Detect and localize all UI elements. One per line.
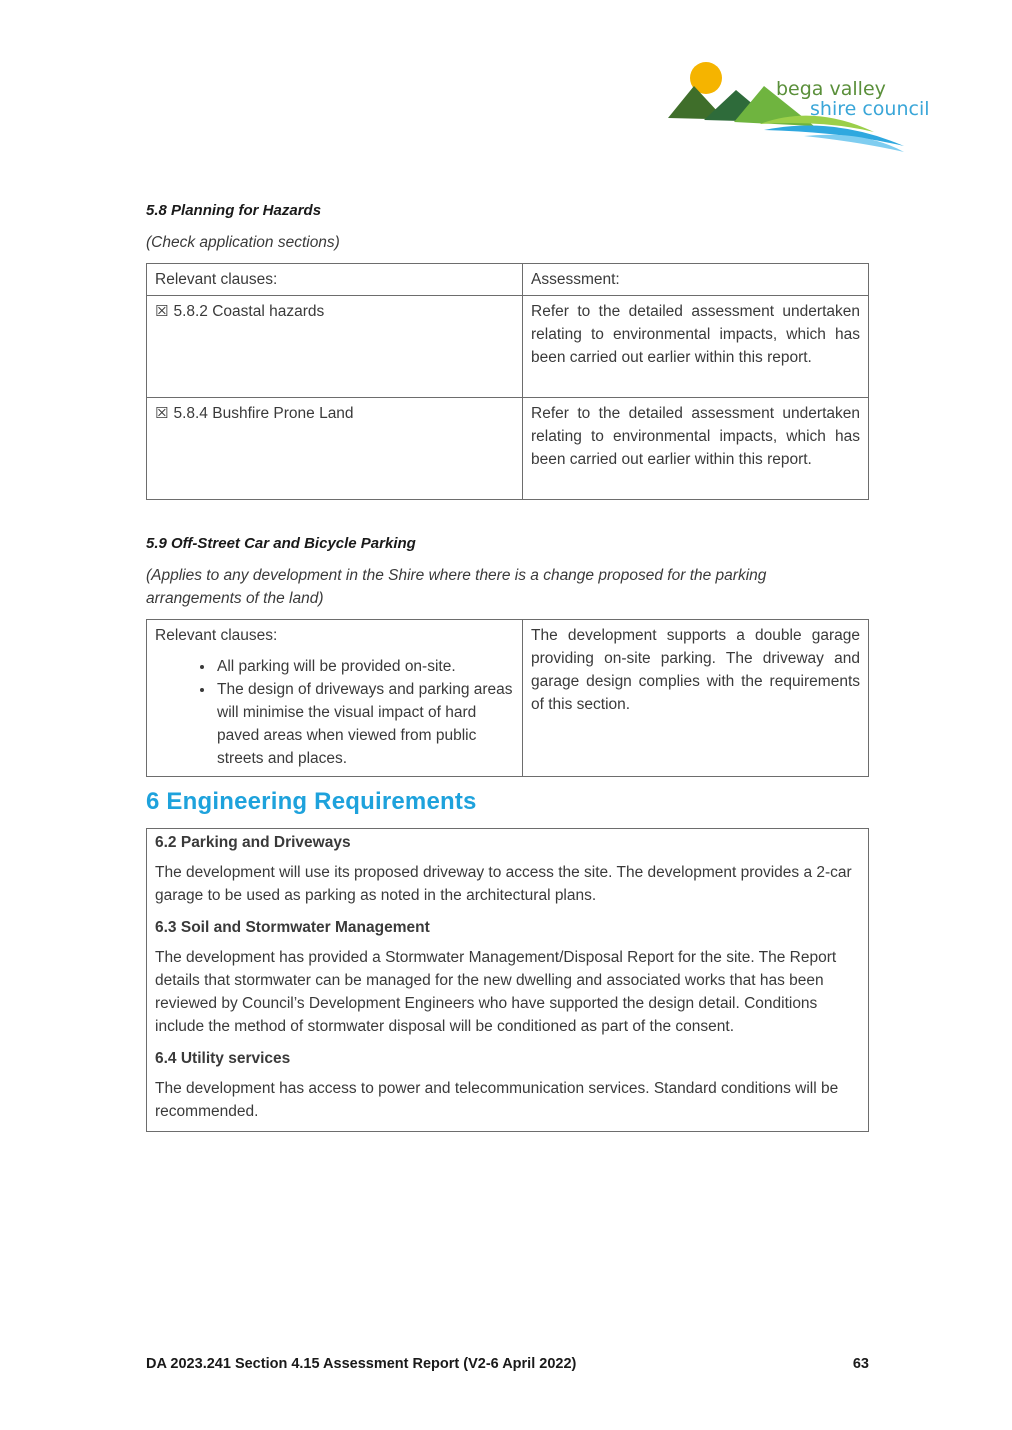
clauses-cell — [147, 620, 523, 777]
footer-report-title: DA 2023.241 Section 4.15 Assessment Report (V2-6 April 2022) — [146, 1356, 577, 1372]
table-row — [147, 398, 869, 500]
subsection-text: The development will use its proposed driveway to access the site. The development provides a 2-car garage to be used as parking as noted in the architectural plans. — [155, 864, 852, 904]
parking-table — [146, 619, 869, 777]
subsection-title: 6.4 Utility services — [155, 1050, 291, 1067]
assessment-cell: The development supports a double garage providing on-site parking. The driveway and garage design complies with the requirements of this section. — [523, 620, 869, 777]
table-header-row — [147, 264, 869, 296]
subsection-text: The development has provided a Stormwater Management/Disposal Report for the site. The Report details that stormwater can be managed for the new dwelling and associated works that has been reviewed by Council’s Development Engineers who have supported the design detail. Conditions include the method of stormwater disposal will be conditioned as part of the consent. — [155, 949, 837, 1035]
clause-cell — [147, 296, 523, 398]
page-footer — [146, 1356, 869, 1372]
checked-checkbox-icon: ☒ — [155, 302, 169, 320]
subsection-text: The development has access to power and telecommunication services. Standard conditions will be recommended. — [155, 1080, 839, 1120]
logo-text-line2: shire council — [810, 98, 930, 120]
assessment-cell: Refer to the detailed assessment undertaken relating to environmental impacts, which has been carried out earlier within this report. — [523, 296, 869, 398]
bega-valley-logo — [664, 60, 940, 160]
col-header-clauses: Relevant clauses: — [147, 264, 523, 296]
page-number: 63 — [852, 1356, 869, 1372]
section-5-9-heading: 5.9 Off-Street Car and Bicycle Parking — [146, 535, 416, 552]
list-item: • All parking will be provided on-site. — [215, 655, 514, 678]
subsection-title: 6.2 Parking and Driveways — [155, 834, 351, 851]
table-row — [147, 296, 869, 398]
subsection-title: 6.3 Soil and Stormwater Management — [155, 919, 430, 936]
col-header-clauses: Relevant clauses: — [155, 627, 278, 644]
clause-cell — [147, 398, 523, 500]
checked-checkbox-icon: ☒ — [155, 404, 169, 422]
clauses-list — [155, 655, 514, 770]
list-item: • The design of driveways and parking areas will minimise the visual impact of hard paved areas when viewed from public streets and places. — [215, 678, 514, 770]
engineering-box — [146, 828, 869, 1132]
clause-label: 5.8.4 Bushfire Prone Land — [173, 405, 354, 422]
table-row — [147, 620, 869, 777]
section-6-heading: 6 Engineering Requirements — [146, 788, 477, 815]
section-5-8-note: (Check application sections) — [146, 234, 340, 251]
clause-label: 5.8.2 Coastal hazards — [173, 303, 325, 320]
hazards-table — [146, 263, 869, 500]
assessment-cell: Refer to the detailed assessment undertaken relating to environmental impacts, which has been carried out earlier within this report. — [523, 398, 869, 500]
section-5-9-note: (Applies to any development in the Shire where there is a change proposed for the parking arrangements of the land) — [146, 567, 767, 607]
col-header-assessment: Assessment: — [523, 264, 869, 296]
logo-text-line1: bega valley — [776, 78, 886, 100]
section-5-8-heading: 5.8 Planning for Hazards — [146, 202, 322, 219]
